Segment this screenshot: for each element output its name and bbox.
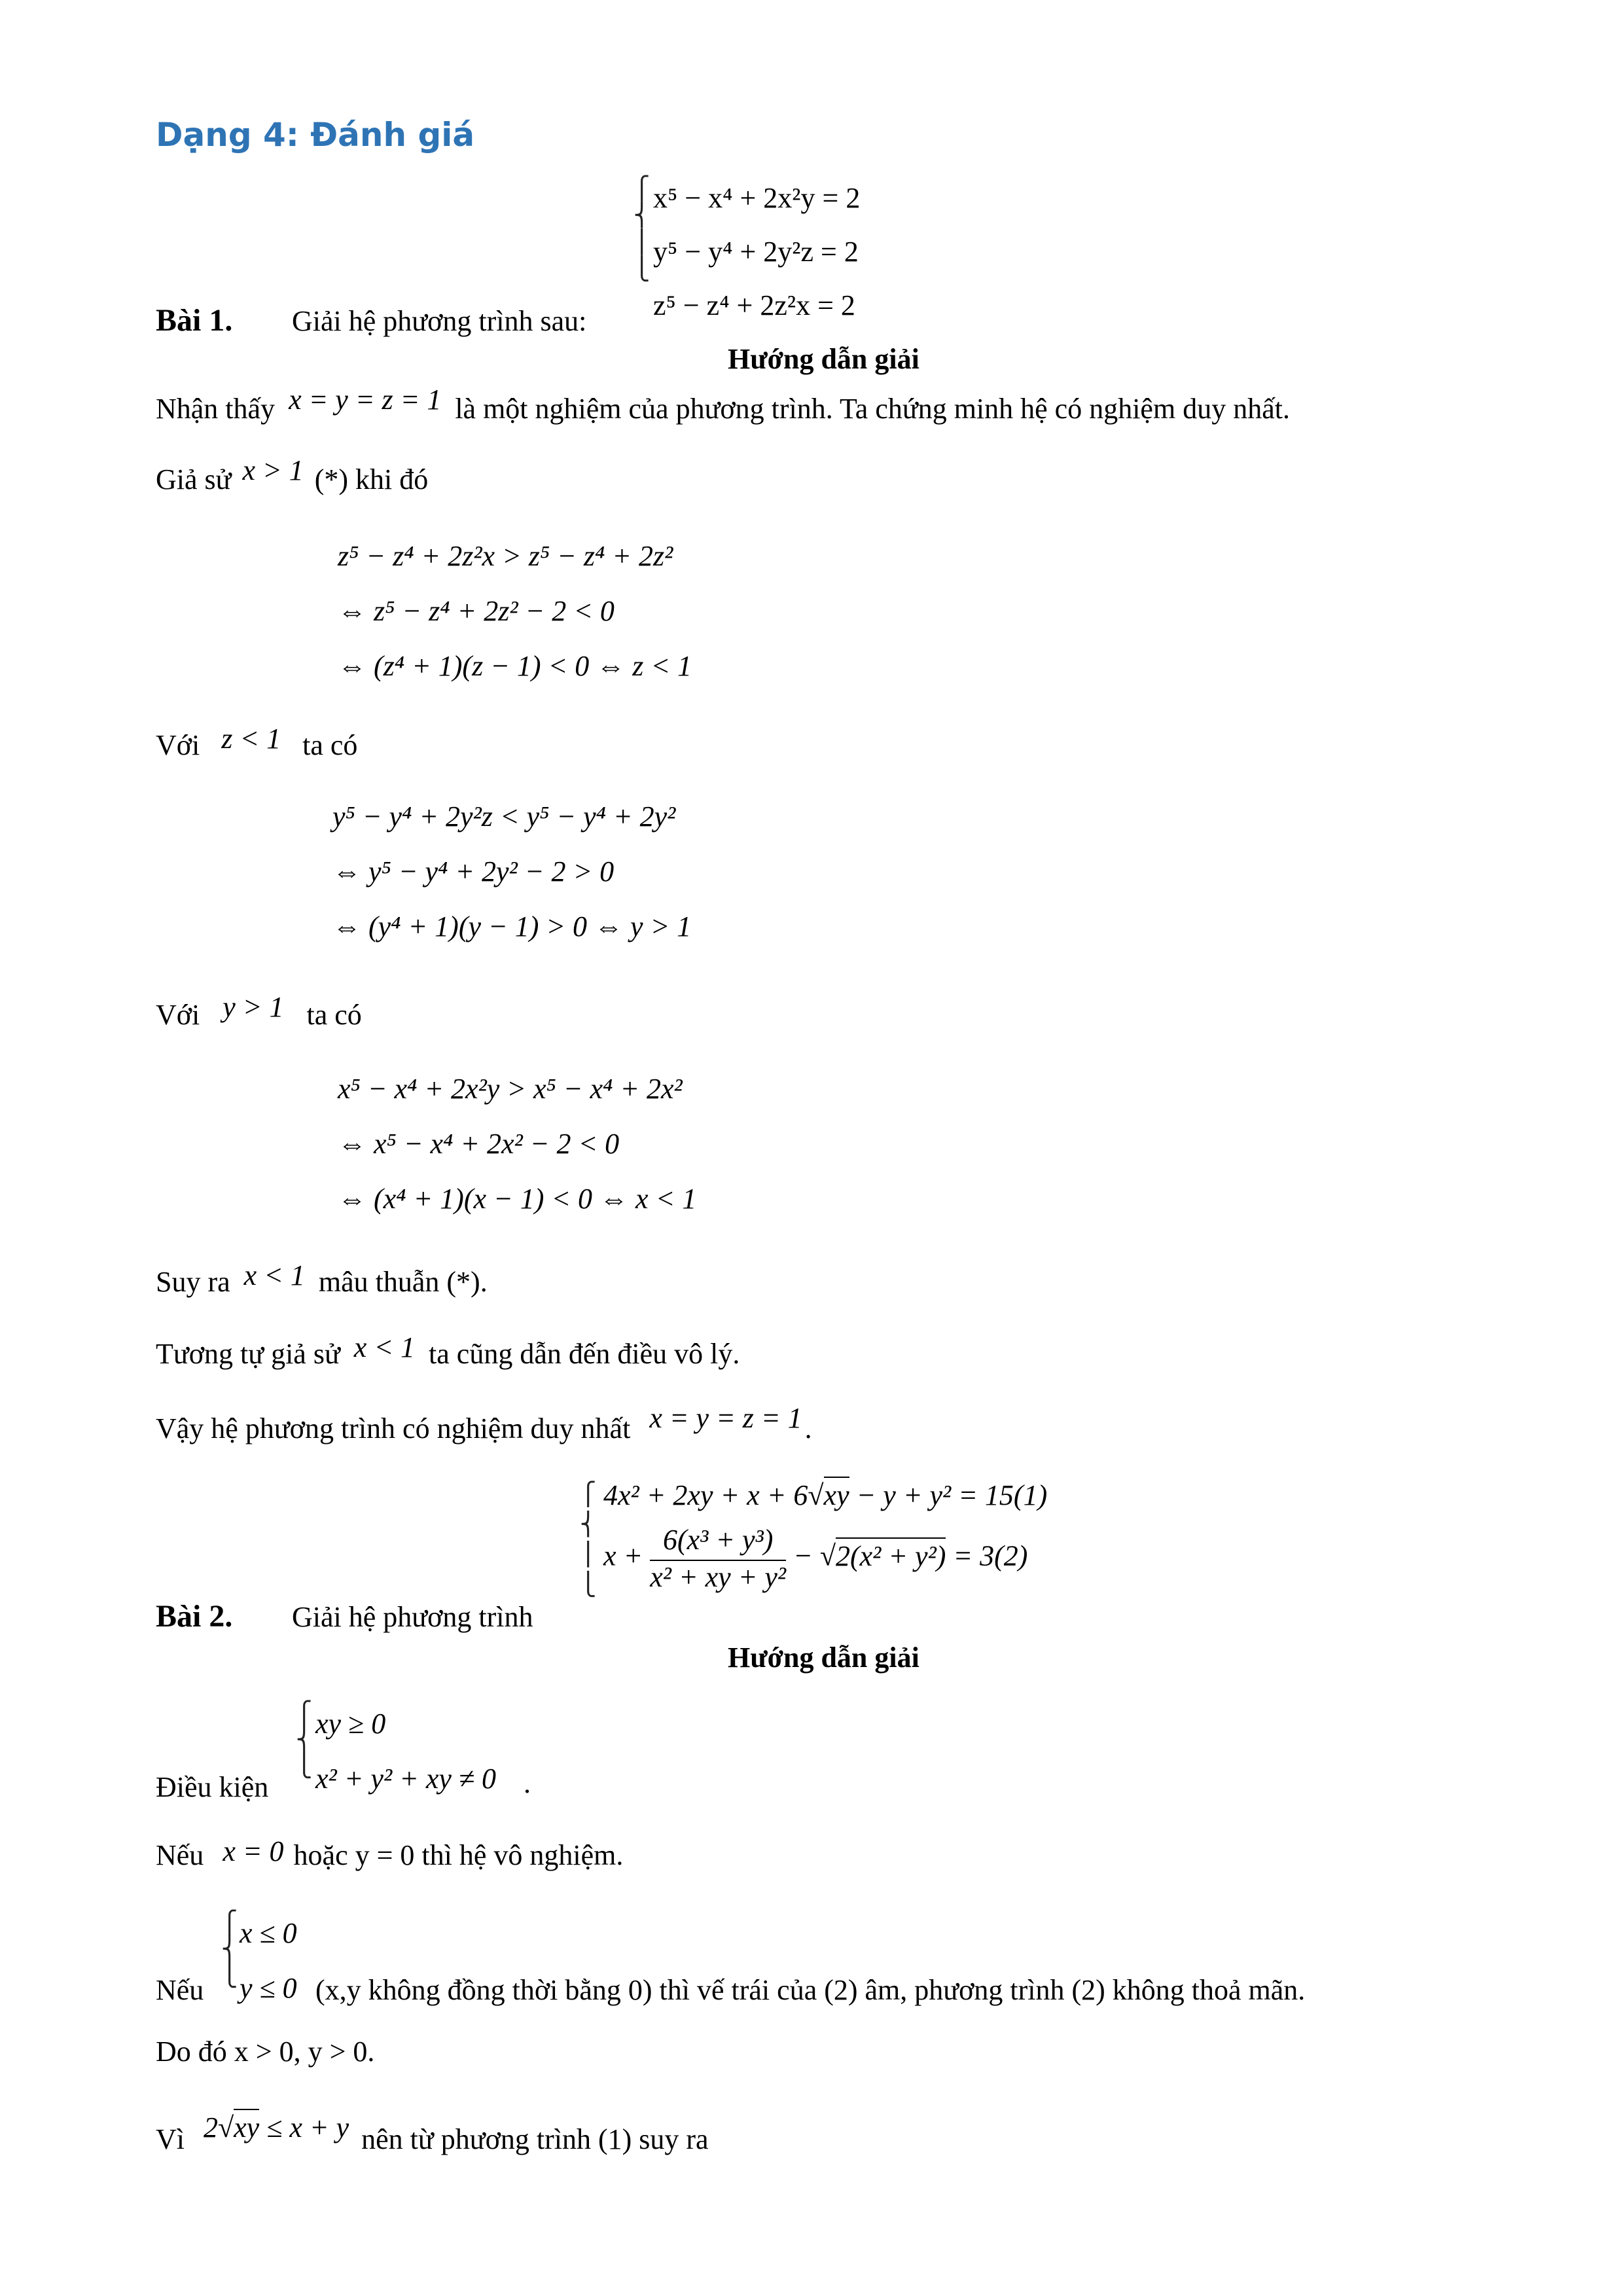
math-inline: y > 1: [223, 991, 284, 1023]
text: ta có: [306, 999, 362, 1031]
fraction-numerator: 6(x³ + y³): [650, 1524, 786, 1561]
text: ta cũng dẫn đến điều vô lý.: [429, 1338, 740, 1370]
text: Giả sử: [156, 463, 232, 495]
math-part: 2: [204, 2111, 218, 2144]
bai2-eq2: [603, 1524, 1047, 1594]
dk-system: [296, 1696, 496, 1806]
text: mâu thuẫn (*).: [318, 1266, 488, 1298]
text: .: [804, 1412, 812, 1444]
text: Vì: [156, 2123, 185, 2155]
bai1-label: Bài 1.: [156, 303, 233, 338]
bai2-prompt: Giải hệ phương trình: [292, 1601, 533, 1633]
math-part: x +: [603, 1539, 643, 1572]
bai1-eq1: x⁵ − x⁴ + 2x²y = 2: [653, 182, 861, 214]
math-line: ⇔ z⁵ − z⁴ + 2z² − 2 < 0: [338, 595, 615, 627]
math-line: x⁵ − x⁴ + 2x²y > x⁵ − x⁴ + 2x²: [338, 1073, 683, 1105]
math-line: ⇔ (x⁴ + 1)(x − 1) < 0 ⇔ x < 1: [338, 1183, 697, 1215]
sqrt-icon: √: [819, 1539, 836, 1572]
system-brace-icon: ⎧ ⎨ ⎩: [221, 1910, 238, 1988]
math-part: = 3(2): [946, 1539, 1028, 1572]
bai2-line-n1: [156, 1835, 624, 1873]
n2-text: (x,y không đồng thời bằng 0) thì vế trái của (2) âm, phương trình (2) không thoả mãn.: [315, 1974, 1306, 2006]
n2-cond2: y ≤ 0: [240, 1972, 297, 2004]
bai2-label: Bài 2.: [156, 1599, 233, 1634]
bai1-guide-title: Hướng dẫn giải: [728, 343, 919, 375]
bai2-eq1: [603, 1473, 1047, 1518]
math-inline: z < 1: [221, 723, 281, 755]
bai1-line2: [156, 454, 429, 497]
n2-system: [221, 1906, 297, 2016]
bai1-line6: [156, 1331, 740, 1371]
text: Vậy hệ phương trình có nghiệm duy nhất: [156, 1412, 631, 1444]
bai2-guide-title: Hướng dẫn giải: [728, 1641, 919, 1674]
sqrt-radicand: xy: [234, 2109, 259, 2144]
system-brace-icon: ⎧ ⎨ ⎩: [296, 1700, 313, 1779]
math-part: − y + y² = 15(1): [849, 1479, 1048, 1511]
math-inline: x = 0: [223, 1835, 284, 1867]
text: Với: [156, 999, 200, 1031]
bai1-line5: [156, 1259, 488, 1299]
math-part: −: [793, 1539, 813, 1572]
bai1-prompt: Giải hệ phương trình sau:: [292, 305, 587, 337]
bai1-line3: [156, 723, 358, 762]
bai1-line4: [156, 991, 362, 1032]
text: (*) khi đó: [314, 463, 429, 495]
text: ta có: [302, 729, 358, 761]
math-line: y⁵ − y⁴ + 2y²z < y⁵ − y⁴ + 2y²: [332, 800, 676, 833]
bai2-line-n4: [156, 2111, 709, 2157]
text: Với: [156, 729, 200, 761]
dk-label: Điều kiện: [156, 1771, 269, 1803]
text: Tương tự giả sử: [156, 1338, 340, 1370]
fraction: [650, 1524, 786, 1594]
sqrt-icon: √: [218, 2111, 234, 2144]
math-inline: x > 1: [242, 454, 304, 486]
math-line: ⇔ (z⁴ + 1)(z − 1) < 0 ⇔ z < 1: [338, 650, 692, 682]
sqrt-radicand: 2(x² + y²): [836, 1537, 946, 1572]
text: Nhận thấy: [156, 393, 276, 425]
math-line: ⇔ x⁵ − x⁴ + 2x² − 2 < 0: [338, 1128, 620, 1160]
system-brace-icon: ⎧ ⎨ ⎪ ⎩: [580, 1481, 597, 1598]
system-brace-icon: ⎧ ⎨ ⎪ ⎩: [633, 175, 651, 282]
bai1-block-z: [338, 529, 692, 694]
bai1-line7: [156, 1402, 812, 1446]
math-inline: x < 1: [353, 1331, 416, 1363]
sqrt-icon: √: [808, 1479, 824, 1511]
text: Suy ra: [156, 1266, 230, 1298]
bai1-eq2: y⁵ − y⁴ + 2y²z = 2: [653, 236, 859, 268]
math-inline: x = y = z = 1: [649, 1402, 802, 1434]
bai1-block-y: [332, 789, 691, 954]
text: hoặc y = 0 thì hệ vô nghiệm.: [293, 1839, 624, 1871]
math-part: 4x² + 2xy + x + 6: [603, 1479, 808, 1511]
bai1-block-x: [338, 1062, 696, 1227]
math-inline: x < 1: [243, 1259, 305, 1291]
section-heading: Dạng 4: Đánh giá: [156, 116, 475, 154]
n2-label: Nếu: [156, 1974, 204, 2006]
math-inline: [204, 2111, 349, 2144]
math-line: ⇔ y⁵ − y⁴ + 2y² − 2 > 0: [332, 855, 615, 888]
bai2-line-n3: Do đó x > 0, y > 0.: [156, 2036, 375, 2068]
math-line: ⇔ (y⁴ + 1)(y − 1) > 0 ⇔ y > 1: [332, 910, 692, 942]
dk-end: .: [524, 1767, 531, 1799]
text: là một nghiệm của phương trình. Ta chứng minh hệ có nghiệm duy nhất.: [455, 393, 1290, 425]
bai1-eq3: z⁵ − z⁴ + 2z²x = 2: [653, 289, 855, 321]
sqrt-radicand: xy: [824, 1477, 849, 1511]
dk-cond1: xy ≥ 0: [315, 1708, 386, 1740]
bai1-line1: [156, 384, 1290, 426]
bai2-system: [580, 1473, 1048, 1598]
fraction-denominator: x² + xy + y²: [650, 1560, 787, 1593]
math-line: z⁵ − z⁴ + 2z²x > z⁵ − z⁴ + 2z²: [338, 540, 673, 572]
text: nên từ phương trình (1) suy ra: [361, 2123, 709, 2155]
n2-cond1: x ≤ 0: [240, 1917, 297, 1949]
math-inline: x = y = z = 1: [289, 384, 442, 416]
dk-cond2: x² + y² + xy ≠ 0: [315, 1763, 497, 1795]
bai1-system: [633, 171, 860, 332]
text: Nếu: [156, 1839, 204, 1871]
math-part: ≤ x + y: [259, 2111, 349, 2144]
